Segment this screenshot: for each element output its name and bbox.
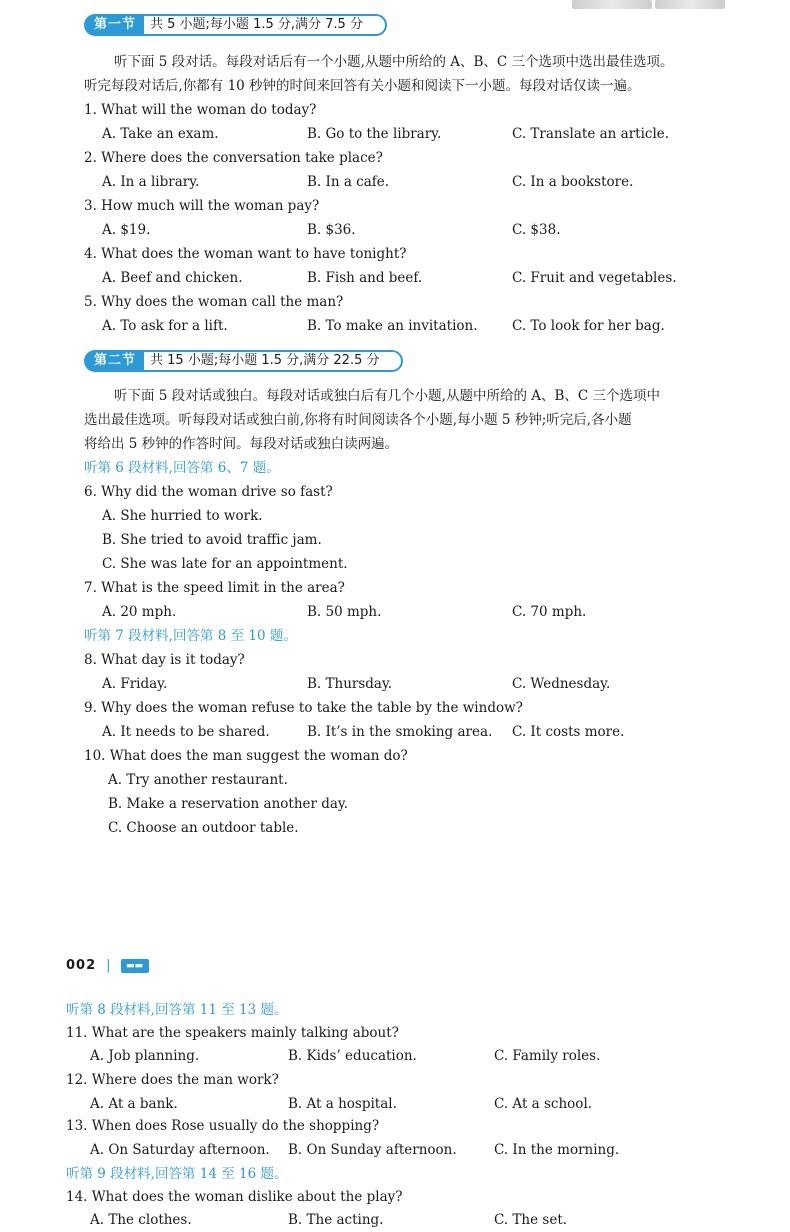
q14-option-b: B. The acting.: [288, 1212, 384, 1228]
question-5: 5. Why does the woman call the man?: [84, 294, 344, 310]
q11-option-a: A. Job planning.: [90, 1048, 200, 1064]
section1-intro-1: 听下面 5 段对话。每段对话后有一个小题,从题中所给的 A、B、C 三个选项中选出最佳选项。: [114, 54, 674, 70]
section2-tag: 第二节: [84, 350, 144, 372]
section1-intro-2: 听完每段对话后,你都有 10 秒钟的时间来回答有关小题和阅读下一小题。每段对话仅读一遍。: [84, 78, 641, 94]
section2-intro-1: 听下面 5 段对话或独白。每段对话或独白后有几个小题,从题中所给的 A、B、C 三个选项中: [114, 388, 661, 404]
q10-option-b: B. Make a reservation another day.: [108, 796, 349, 812]
section2-intro-3: 将给出 5 秒钟的作答时间。每段对话或独白读两遍。: [84, 436, 399, 452]
q8-option-a: A. Friday.: [102, 676, 168, 692]
q6-option-a: A. She hurried to work.: [102, 508, 263, 524]
q3-option-a: A. $19.: [102, 222, 151, 238]
q4-option-b: B. Fish and beef.: [307, 270, 423, 286]
q2-option-a: A. In a library.: [102, 174, 200, 190]
q7-option-b: B. 50 mph.: [307, 604, 382, 620]
q4-option-a: A. Beef and chicken.: [102, 270, 243, 286]
question-4: 4. What does the woman want to have tonight?: [84, 246, 407, 262]
question-13: 13. When does Rose usually do the shopping?: [66, 1118, 380, 1134]
q12-option-b: B. At a hospital.: [288, 1096, 397, 1112]
q1-option-c: C. Translate an article.: [512, 126, 670, 142]
q11-option-c: C. Family roles.: [494, 1048, 601, 1064]
question-11: 11. What are the speakers mainly talking about?: [66, 1025, 399, 1041]
q14-option-a: A. The clothes.: [90, 1212, 192, 1228]
question-6: 6. Why did the woman drive so fast?: [84, 484, 333, 500]
q12-option-a: A. At a bank.: [90, 1096, 178, 1112]
q9-option-b: B. It’s in the smoking area.: [307, 724, 493, 740]
section2-header: [84, 350, 403, 372]
q2-option-c: C. In a bookstore.: [512, 174, 634, 190]
page-number: 002: [66, 958, 97, 973]
q7-option-a: A. 20 mph.: [102, 604, 177, 620]
q10-option-a: A. Try another restaurant.: [108, 772, 288, 788]
section1-tag: 第一节: [84, 14, 144, 36]
q3-option-b: B. $36.: [307, 222, 356, 238]
question-3: 3. How much will the woman pay?: [84, 198, 320, 214]
q6-option-b: B. She tried to avoid traffic jam.: [102, 532, 322, 548]
material-6-heading: 听第 6 段材料,回答第 6、7 题。: [84, 460, 280, 476]
q5-option-a: A. To ask for a lift.: [102, 318, 228, 334]
footer-separator: |: [106, 958, 111, 973]
q8-option-b: B. Thursday.: [307, 676, 393, 692]
question-9: 9. Why does the woman refuse to take the table by the window?: [84, 700, 523, 716]
q9-option-a: A. It needs to be shared.: [102, 724, 270, 740]
q9-option-c: C. It costs more.: [512, 724, 625, 740]
section2-intro-2: 选出最佳选项。听每段对话或独白前,你将有时间阅读各个小题,每小题 5 秒钟;听完后,各小题: [84, 412, 632, 428]
q1-option-a: A. Take an exam.: [102, 126, 219, 142]
q11-option-b: B. Kids’ education.: [288, 1048, 417, 1064]
section1-header: [84, 14, 387, 36]
q7-option-c: C. 70 mph.: [512, 604, 587, 620]
question-7: 7. What is the speed limit in the area?: [84, 580, 345, 596]
q5-option-c: C. To look for her bag.: [512, 318, 665, 334]
question-2: 2. Where does the conversation take place?: [84, 150, 383, 166]
q4-option-c: C. Fruit and vegetables.: [512, 270, 677, 286]
question-1: 1. What will the woman do today?: [84, 102, 317, 118]
q13-option-a: A. On Saturday afternoon.: [90, 1142, 270, 1158]
q6-option-c: C. She was late for an appointment.: [102, 556, 348, 572]
question-8: 8. What day is it today?: [84, 652, 245, 668]
q14-option-c: C. The set.: [494, 1212, 568, 1228]
section1-desc: 共 5 小题;每小题 1.5 分,满分 7.5 分: [144, 14, 387, 36]
q3-option-c: C. $38.: [512, 222, 561, 238]
question-10: 10. What does the man suggest the woman do?: [84, 748, 408, 764]
section2-desc: 共 15 小题;每小题 1.5 分,满分 22.5 分: [144, 350, 403, 372]
material-7-heading: 听第 7 段材料,回答第 8 至 10 题。: [84, 628, 297, 644]
publisher-logo-icon: ▬▬: [121, 959, 149, 973]
header-blur-left: [572, 0, 652, 9]
q5-option-b: B. To make an invitation.: [307, 318, 478, 334]
header-blur-right: [655, 0, 725, 9]
q13-option-c: C. In the morning.: [494, 1142, 620, 1158]
q10-option-c: C. Choose an outdoor table.: [108, 820, 299, 836]
question-12: 12. Where does the man work?: [66, 1072, 279, 1088]
q12-option-c: C. At a school.: [494, 1096, 593, 1112]
question-14: 14. What does the woman dislike about the play?: [66, 1189, 403, 1205]
q13-option-b: B. On Sunday afternoon.: [288, 1142, 457, 1158]
q2-option-b: B. In a cafe.: [307, 174, 390, 190]
material-9-heading: 听第 9 段材料,回答第 14 至 16 题。: [66, 1166, 288, 1182]
q1-option-b: B. Go to the library.: [307, 126, 442, 142]
page-footer: [66, 958, 149, 973]
q8-option-c: C. Wednesday.: [512, 676, 611, 692]
material-8-heading: 听第 8 段材料,回答第 11 至 13 题。: [66, 1002, 288, 1018]
